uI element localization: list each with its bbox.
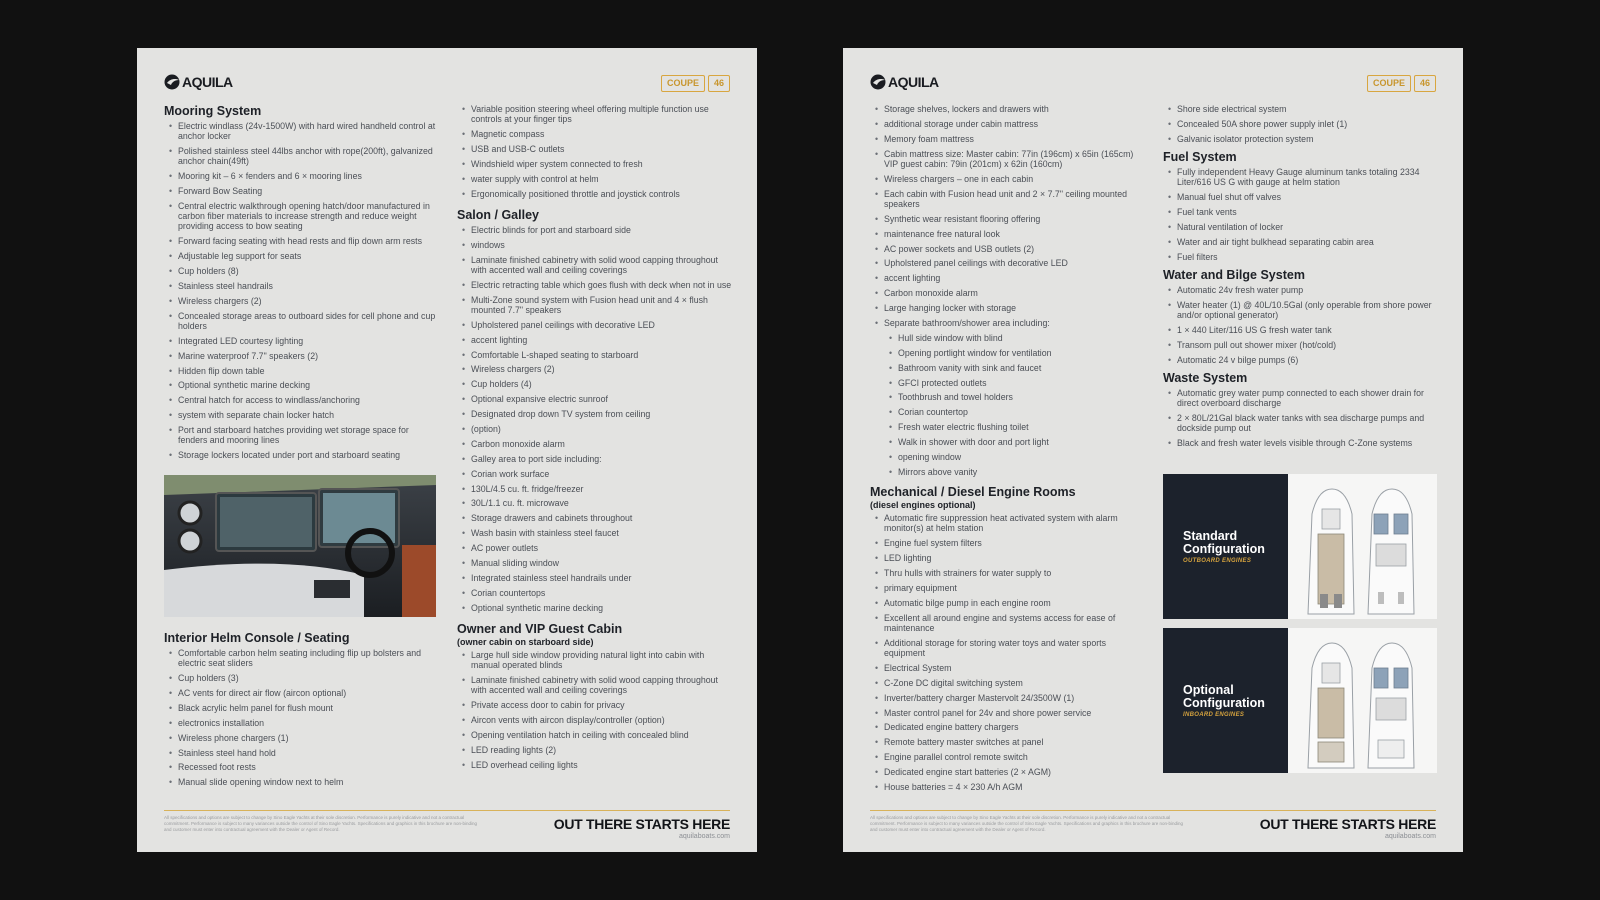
column-right <box>457 102 733 776</box>
shore-power-list <box>1163 104 1437 144</box>
config-title: Optional Configuration <box>1183 683 1265 710</box>
model-badge-46: 46 <box>1414 75 1436 92</box>
footer-divider <box>164 810 730 811</box>
sub-list-item: • Corian countertop <box>870 407 1146 417</box>
list-item: • Large hanging locker with storage <box>870 303 1146 313</box>
list-item: • LED overhead ceiling lights <box>457 760 733 770</box>
column-left <box>870 102 1146 798</box>
list-item: • Cup holders (8) <box>164 266 436 276</box>
list-item: • Engine parallel control remote switch <box>870 752 1146 762</box>
list-item: • Large hull side window providing natural light into cabin with manual operated blinds <box>457 650 733 670</box>
list-item: • Marine waterproof 7.7" speakers (2) <box>164 351 436 361</box>
section-title-fuel: Fuel System <box>1163 149 1237 164</box>
list-item: • Private access door to cabin for privacy <box>457 700 733 710</box>
list-item: • Comfortable L-shaped seating to starboard <box>457 350 733 360</box>
footer-legal-text: All specifications and options are subject to change by Sino Eagle Yachts at their sole discretion. Performance is purely indicative and not a contractual commitment. Performance is subject to many variances outside the control of Sino Eagle Yachts. Specifications and graphics in this brochure are non-binding and customer must enter into contractual agreement with the Dealer or Agent of Record. <box>870 815 1183 832</box>
list-item: • LED lighting <box>870 553 1146 563</box>
column-right <box>1163 102 1437 454</box>
section-title-salon: Salon / Galley <box>457 207 539 222</box>
fuel-list <box>1163 167 1437 262</box>
list-item: • House batteries = 4 × 230 A/h AGM <box>870 782 1146 792</box>
list-item: • Cabin mattress size: Master cabin: 77in (196cm) x 65in (165cm) VIP guest cabin: 79in (201cm) x 62in (160cm) <box>870 149 1146 169</box>
list-item: • Hidden flip down table <box>164 366 436 376</box>
sub-list-item: • Fresh water electric flushing toilet <box>870 422 1146 432</box>
list-item: • Optional synthetic marine decking <box>164 380 436 390</box>
list-item: • Laminate finished cabinetry with solid wood capping throughout with accented wall and ceiling coverings <box>457 675 733 695</box>
config-subtitle: INBOARD ENGINES <box>1183 712 1245 718</box>
list-item: • Transom pull out shower mixer (hot/cold) <box>1163 340 1437 350</box>
list-item: • C-Zone DC digital switching system <box>870 678 1146 688</box>
footer-url: aquilaboats.com <box>1385 833 1436 840</box>
list-item: • Memory foam mattress <box>870 134 1146 144</box>
section-title-water: Water and Bilge System <box>1163 267 1305 282</box>
helm-console-photo <box>164 475 436 617</box>
list-item: • Black acrylic helm panel for flush mount <box>164 703 436 713</box>
footer-divider <box>870 810 1436 811</box>
list-item: • Cup holders (4) <box>457 379 733 389</box>
water-list <box>1163 285 1437 365</box>
cabin-continued-list <box>870 104 1146 477</box>
footer-tagline: OUT THERE STARTS HERE <box>1259 816 1436 832</box>
aquila-logo <box>164 74 233 90</box>
list-item: • AC power sockets and USB outlets (2) <box>870 244 1146 254</box>
list-item: • Variable position steering wheel offering multiple function use controls at your finger tips <box>457 104 733 124</box>
list-item: • 30L/1.1 cu. ft. microwave <box>457 498 733 508</box>
section-title-mechanical: Mechanical / Diesel Engine Rooms <box>870 485 1076 500</box>
list-item: • Water and air tight bulkhead separating cabin area <box>1163 237 1437 247</box>
list-item: • (option) <box>457 424 733 434</box>
list-item: • Magnetic compass <box>457 129 733 139</box>
column-left-bottom <box>164 631 436 794</box>
list-item: • Wash basin with stainless steel faucet <box>457 528 733 538</box>
list-item: • Wireless chargers (2) <box>164 296 436 306</box>
model-badges <box>661 75 730 92</box>
list-item: • Thru hulls with strainers for water supply to <box>870 568 1146 578</box>
config-card-standard <box>1163 474 1437 619</box>
list-item: • Galley area to port side including: <box>457 454 733 464</box>
list-item: • Electric blinds for port and starboard side <box>457 225 733 235</box>
list-item: • Electrical System <box>870 663 1146 673</box>
list-item: • Forward Bow Seating <box>164 186 436 196</box>
list-item: • Additional storage for storing water toys and water sports equipment <box>870 638 1146 658</box>
sub-list-item: • Toothbrush and towel holders <box>870 392 1146 402</box>
list-item: • electronics installation <box>164 718 436 728</box>
list-item: • Upholstered panel ceilings with decorative LED <box>457 320 733 330</box>
list-item: • Windshield wiper system connected to fresh <box>457 159 733 169</box>
list-item: • Cup holders (3) <box>164 673 436 683</box>
list-item: • Optional expansive electric sunroof <box>457 394 733 404</box>
sub-list-item: • Hull side window with blind <box>870 333 1146 343</box>
sub-list-item: • Walk in shower with door and port light <box>870 437 1146 447</box>
list-item: • Adjustable leg support for seats <box>164 251 436 261</box>
list-item: • 130L/4.5 cu. ft. fridge/freezer <box>457 484 733 494</box>
list-item: • Central hatch for access to windlass/anchoring <box>164 395 436 405</box>
list-item: • Separate bathroom/shower area including: <box>870 318 1146 328</box>
deck-plan-image <box>1288 474 1437 619</box>
list-item: • Upholstered panel ceilings with decorative LED <box>870 258 1146 268</box>
list-item: • Carbon monoxide alarm <box>457 439 733 449</box>
list-item: • Ergonomically positioned throttle and joystick controls <box>457 189 733 199</box>
list-item: • Wireless phone chargers (1) <box>164 733 436 743</box>
list-item: • Recessed foot rests <box>164 762 436 772</box>
list-item: • Optional synthetic marine decking <box>457 603 733 613</box>
eagle-logo-icon <box>870 74 886 90</box>
list-item: • Each cabin with Fusion head unit and 2 × 7.7" ceiling mounted speakers <box>870 189 1146 209</box>
list-item: • Natural ventilation of locker <box>1163 222 1437 232</box>
mechanical-list <box>870 513 1146 792</box>
brand-name: AQUILA <box>888 74 939 90</box>
list-item: • Automatic grey water pump connected to each shower drain for direct overboard discharge <box>1163 388 1437 408</box>
helm-continued-list <box>457 104 733 199</box>
list-item: • Water heater (1) @ 40L/10.5Gal (only operable from shore power and/or optional generator) <box>1163 300 1437 320</box>
config-subtitle: OUTBOARD ENGINES <box>1183 558 1252 564</box>
list-item: • Inverter/battery charger Mastervolt 24/3500W (1) <box>870 693 1146 703</box>
list-item: • accent lighting <box>870 273 1146 283</box>
list-item: • Excellent all around engine and systems access for ease of maintenance <box>870 613 1146 633</box>
list-item: • Aircon vents with aircon display/controller (option) <box>457 715 733 725</box>
brochure-page-left <box>137 48 757 852</box>
mooring-list <box>164 121 436 460</box>
config-title: Standard Configuration <box>1183 529 1265 556</box>
sub-list-item: • GFCI protected outlets <box>870 378 1146 388</box>
list-item: • Engine fuel system filters <box>870 538 1146 548</box>
list-item: • Storage drawers and cabinets throughout <box>457 513 733 523</box>
config-card-optional <box>1163 628 1437 773</box>
list-item: • Mooring kit – 6 × fenders and 6 × mooring lines <box>164 171 436 181</box>
sub-list-item: • Bathroom vanity with sink and faucet <box>870 363 1146 373</box>
list-item: • USB and USB-C outlets <box>457 144 733 154</box>
section-title-waste: Waste System <box>1163 370 1248 385</box>
list-item: • Wireless chargers – one in each cabin <box>870 174 1146 184</box>
list-item: • windows <box>457 240 733 250</box>
brand-name: AQUILA <box>182 74 233 90</box>
section-subtitle-owner-cabin: (owner cabin on starboard side) <box>457 636 594 647</box>
owner-cabin-list <box>457 650 733 770</box>
list-item: • maintenance free natural look <box>870 229 1146 239</box>
list-item: • Central electric walkthrough opening hatch/door manufactured in carbon fiber materials to increase strength and reduce weight providing access to bow seating <box>164 201 436 232</box>
list-item: • Automatic bilge pump in each engine room <box>870 598 1146 608</box>
column-left <box>164 104 436 466</box>
list-item: • primary equipment <box>870 583 1146 593</box>
sub-list-item: • Opening portlight window for ventilation <box>870 348 1146 358</box>
list-item: • Fuel filters <box>1163 252 1437 262</box>
footer-legal-text: All specifications and options are subject to change by Sino Eagle Yachts at their sole discretion. Performance is purely indicative and not a contractual commitment. Performance is subject to many variances outside the control of Sino Eagle Yachts. Specifications and graphics in this brochure are non-binding and customer must enter into contractual agreement with the Dealer or Agent of Record. <box>164 815 477 832</box>
list-item: • Forward facing seating with head rests and flip down arm rests <box>164 236 436 246</box>
list-item: • Dedicated engine battery chargers <box>870 722 1146 732</box>
sub-list-item: • opening window <box>870 452 1146 462</box>
list-item: • Stainless steel hand hold <box>164 748 436 758</box>
list-item: • Wireless chargers (2) <box>457 364 733 374</box>
list-item: • Corian work surface <box>457 469 733 479</box>
footer-tagline: OUT THERE STARTS HERE <box>553 816 730 832</box>
salon-list <box>457 225 733 613</box>
aquila-logo <box>870 74 939 90</box>
section-title-owner-cabin: Owner and VIP Guest Cabin <box>457 621 623 636</box>
list-item: • accent lighting <box>457 335 733 345</box>
eagle-logo-icon <box>164 74 180 90</box>
list-item: • 2 × 80L/21Gal black water tanks with sea discharge pumps and dockside pump out <box>1163 413 1437 433</box>
list-item: • Remote battery master switches at panel <box>870 737 1146 747</box>
list-item: • Automatic 24v fresh water pump <box>1163 285 1437 295</box>
list-item: • Integrated LED courtesy lighting <box>164 336 436 346</box>
helm-list <box>164 648 436 788</box>
model-badge-coupe: COUPE <box>1367 75 1411 92</box>
list-item: • Corian countertops <box>457 588 733 598</box>
brochure-page-right <box>843 48 1463 852</box>
list-item: • Integrated stainless steel handrails under <box>457 573 733 583</box>
list-item: • Automatic fire suppression heat activated system with alarm monitor(s) at helm station <box>870 513 1146 533</box>
sub-list-item: • Mirrors above vanity <box>870 467 1146 477</box>
list-item: • Port and starboard hatches providing wet storage space for fenders and mooring lines <box>164 425 436 445</box>
list-item: • Manual slide opening window next to helm <box>164 777 436 787</box>
list-item: • Galvanic isolator protection system <box>1163 134 1437 144</box>
list-item: • Opening ventilation hatch in ceiling with concealed blind <box>457 730 733 740</box>
list-item: • Fully independent Heavy Gauge aluminum tanks totaling 2334 Liter/616 US G with gauge at helm station <box>1163 167 1437 187</box>
list-item: • 1 × 440 Liter/116 US G fresh water tank <box>1163 325 1437 335</box>
footer-url: aquilaboats.com <box>679 833 730 840</box>
list-item: • AC power outlets <box>457 543 733 553</box>
list-item: • Manual fuel shut off valves <box>1163 192 1437 202</box>
list-item: • Fuel tank vents <box>1163 207 1437 217</box>
list-item: • Stainless steel handrails <box>164 281 436 291</box>
section-subtitle-mechanical: (diesel engines optional) <box>870 500 976 511</box>
list-item: • Manual sliding window <box>457 558 733 568</box>
list-item: • Storage lockers located under port and starboard seating <box>164 450 436 460</box>
list-item: • Carbon monoxide alarm <box>870 288 1146 298</box>
list-item: • system with separate chain locker hatch <box>164 410 436 420</box>
list-item: • LED reading lights (2) <box>457 745 733 755</box>
list-item: • Electric retracting table which goes flush with deck when not in use <box>457 280 733 290</box>
deck-plan-image <box>1288 628 1437 773</box>
list-item: • Polished stainless steel 44lbs anchor with rope(200ft), galvanized anchor chain(49ft) <box>164 146 436 166</box>
list-item: • Laminate finished cabinetry with solid wood capping throughout with accented wall and ceiling coverings <box>457 255 733 275</box>
section-title-mooring: Mooring System <box>164 104 262 118</box>
list-item: • Comfortable carbon helm seating including flip up bolsters and electric seat sliders <box>164 648 436 668</box>
list-item: • Electric windlass (24v-1500W) with hard wired handheld control at anchor locker <box>164 121 436 141</box>
list-item: • additional storage under cabin mattress <box>870 119 1146 129</box>
deck-plan-drawings <box>1288 628 1437 773</box>
list-item: • Master control panel for 24v and shore power service <box>870 708 1146 718</box>
list-item: • Concealed 50A shore power supply inlet (1) <box>1163 119 1437 129</box>
list-item: • Designated drop down TV system from ceiling <box>457 409 733 419</box>
waste-list <box>1163 388 1437 448</box>
list-item: • Shore side electrical system <box>1163 104 1437 114</box>
helm-dashboard-image <box>164 475 436 617</box>
list-item: • Black and fresh water levels visible through C-Zone systems <box>1163 438 1437 448</box>
model-badges <box>1367 75 1436 92</box>
model-badge-46: 46 <box>708 75 730 92</box>
list-item: • Concealed storage areas to outboard sides for cell phone and cup holders <box>164 311 436 331</box>
list-item: • Multi-Zone sound system with Fusion head unit and 4 × flush mounted 7.7" speakers <box>457 295 733 315</box>
list-item: • AC vents for direct air flow (aircon optional) <box>164 688 436 698</box>
list-item: • Automatic 24 v bilge pumps (6) <box>1163 355 1437 365</box>
list-item: • Synthetic wear resistant flooring offering <box>870 214 1146 224</box>
model-badge-coupe: COUPE <box>661 75 705 92</box>
deck-plan-drawings <box>1288 474 1437 619</box>
list-item: • water supply with control at helm <box>457 174 733 184</box>
section-title-helm: Interior Helm Console / Seating <box>164 631 350 645</box>
list-item: • Storage shelves, lockers and drawers with <box>870 104 1146 114</box>
list-item: • Dedicated engine start batteries (2 × AGM) <box>870 767 1146 777</box>
